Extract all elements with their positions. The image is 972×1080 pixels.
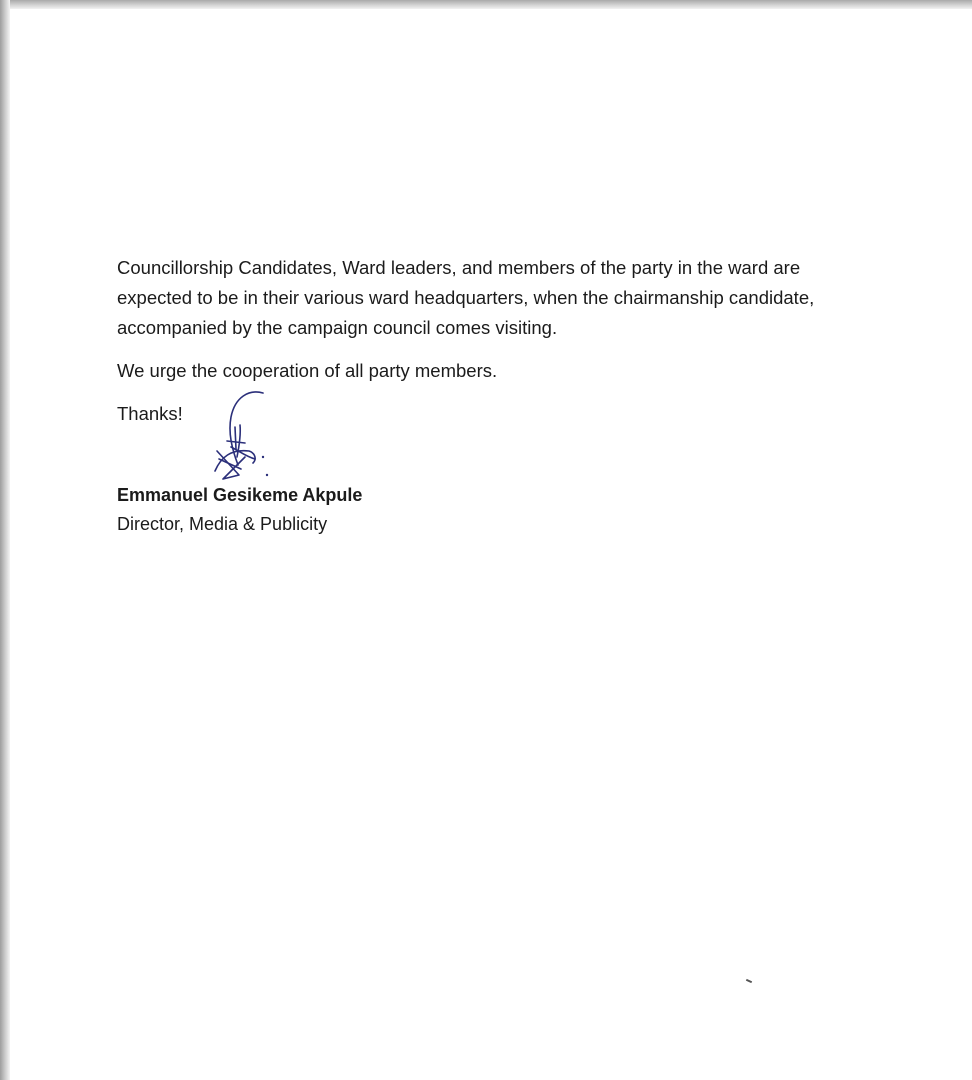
scan-shadow-left: [0, 0, 10, 1080]
closing-thanks: Thanks!: [117, 403, 183, 424]
signatory-name: Emmanuel Gesikeme Akpule: [117, 485, 363, 505]
paragraph-instructions: Councillorship Candidates, Ward leaders, and members of the party in the ward are expected to be in their various ward headquarters, when the chairmanship candidate, accompanied by the campaign council comes visiting.: [117, 257, 815, 338]
paragraph-appeal: We urge the cooperation of all party members.: [117, 360, 498, 381]
signatory-title: Director, Media & Publicity: [117, 514, 328, 534]
handwritten-signature: [205, 387, 285, 492]
scan-shadow-top: [0, 0, 972, 9]
paper-sheet: [10, 9, 972, 1080]
signature-icon: [205, 387, 285, 492]
